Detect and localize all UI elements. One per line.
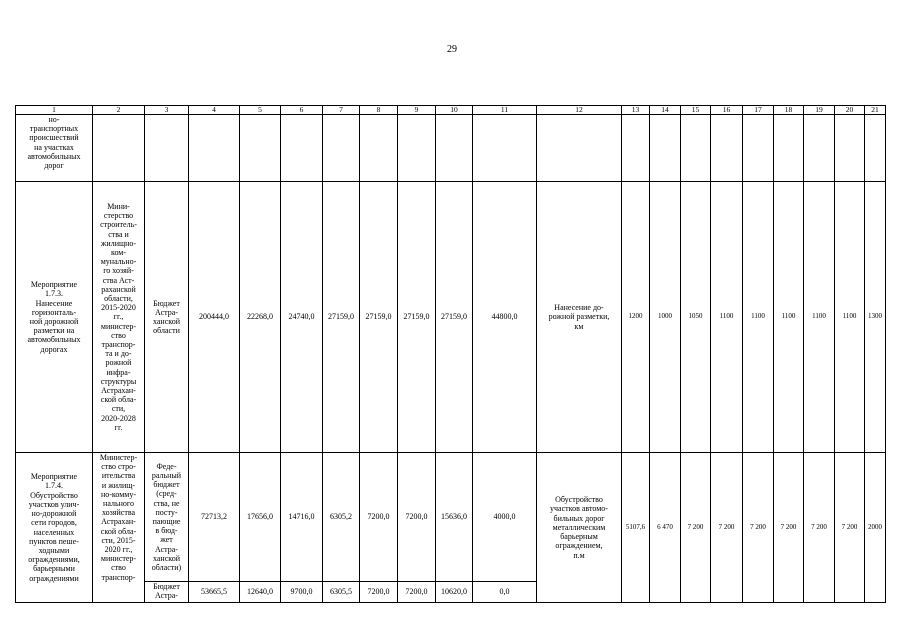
indicator-value-cell: 1100 [804,182,835,453]
column-number: 1 [16,106,93,115]
column-number: 9 [398,106,436,115]
indicator-value-cell: 7 200 [681,453,711,603]
funding-year-cell: 27159,0 [436,182,473,453]
indicator-name-cell: Обустройство участков автомо- бильных дорог металлическим барьерным ограждением, п.м [537,453,622,603]
indicator-value-cell: 2000 [865,453,886,603]
indicator-value-cell: 1050 [681,182,711,453]
indicator-value-cell: 1100 [835,182,865,453]
column-number: 11 [473,106,537,115]
funding-year-cell: 7200,0 [398,582,436,603]
indicator-value-cell: 7 200 [774,453,804,603]
table-row-measure-1-7-3 [16,182,886,453]
funding-total-cell: 53665,5 [189,582,240,603]
column-number: 15 [681,106,711,115]
column-number: 6 [281,106,323,115]
funding-year-cell: 44800,0 [473,182,537,453]
funding-year-cell: 6305,2 [323,453,360,582]
column-number: 19 [804,106,835,115]
funding-year-cell: 27159,0 [323,182,360,453]
funding-year-cell: 7200,0 [360,453,398,582]
indicator-name-cell: Нанесение до- рожной разметки, км [537,182,622,453]
column-number: 16 [711,106,743,115]
executor-cell: Министер- ство стро- ительства и жилищ- но-комму- нального хозяйства Астрахан- ской обла- сти, 2015- 2020 гг., министер- ство транспор- [93,453,145,603]
page-number: 29 [447,44,457,55]
indicator-value-cell: 1100 [774,182,804,453]
funding-year-cell: 22268,0 [240,182,281,453]
column-number: 12 [537,106,622,115]
column-number: 3 [145,106,189,115]
column-number: 14 [650,106,681,115]
indicator-value-cell: 7 200 [743,453,774,603]
column-number: 2 [93,106,145,115]
column-number: 4 [189,106,240,115]
column-number: 7 [323,106,360,115]
column-number: 13 [622,106,650,115]
funding-source-cell: Бюджет Астра- ханской области [145,182,189,453]
funding-year-cell: 24740,0 [281,182,323,453]
measure-name-cell: но- транспортных происшествий на участках автомобильных дорог [16,115,93,182]
measure-name-cell: Мероприятие 1.7.4. Обустройство участков улич- но-дорожной сети городов, населенных пунктов пеше- ходными ограждениями, барьерными ограждениями [16,453,93,603]
indicator-value-cell: 5107,6 [622,453,650,603]
funding-year-cell: 15636,0 [436,453,473,582]
indicator-value-cell: 7 200 [835,453,865,603]
funding-year-cell: 9700,0 [281,582,323,603]
funding-year-cell: 4000,0 [473,453,537,582]
funding-year-cell: 7200,0 [360,582,398,603]
funding-year-cell: 0,0 [473,582,537,603]
funding-year-cell: 10620,0 [436,582,473,603]
funding-source-cell: Бюджет Астра- [145,582,189,603]
funding-year-cell: 17656,0 [240,453,281,582]
column-number: 21 [865,106,886,115]
funding-year-cell: 7200,0 [398,453,436,582]
budget-table [15,105,886,603]
indicator-value-cell: 1300 [865,182,886,453]
indicator-value-cell: 1200 [622,182,650,453]
indicator-value-cell: 7 200 [804,453,835,603]
indicator-value-cell: 1100 [711,182,743,453]
funding-total-cell: 200444,0 [189,182,240,453]
column-number: 10 [436,106,473,115]
funding-year-cell: 14716,0 [281,453,323,582]
measure-name-cell: Мероприятие 1.7.3. Нанесение горизонталь- ной дорожной разметки на автомобильных дорогах [16,182,93,453]
column-number-row [16,106,886,115]
column-number: 18 [774,106,804,115]
funding-year-cell: 6305,5 [323,582,360,603]
column-number: 17 [743,106,774,115]
column-number: 20 [835,106,865,115]
funding-year-cell: 27159,0 [398,182,436,453]
column-number: 8 [360,106,398,115]
indicator-value-cell: 7 200 [711,453,743,603]
funding-source-cell: Феде- ральный бюджет (сред- ства, не посту- пающие в бюд- жет Астра- ханской области) [145,453,189,582]
table-row-measure-1-7-4-federal [16,453,886,582]
indicator-value-cell: 1000 [650,182,681,453]
indicator-value-cell: 1100 [743,182,774,453]
table-row-continuation [16,115,886,182]
funding-year-cell: 27159,0 [360,182,398,453]
indicator-value-cell: 6 470 [650,453,681,603]
executor-cell: Мини- стерство строитель- ства и жилищно- ком- мунально- го хозяй- ства Аст- раханской области, 2015-2020 гг., министер- ство транспор- та и до- рожной инфра- структуры Астрахан- ской обла- сти, 2020-2028 гг. [93,182,145,453]
column-number: 5 [240,106,281,115]
funding-total-cell: 72713,2 [189,453,240,582]
funding-year-cell: 12640,0 [240,582,281,603]
